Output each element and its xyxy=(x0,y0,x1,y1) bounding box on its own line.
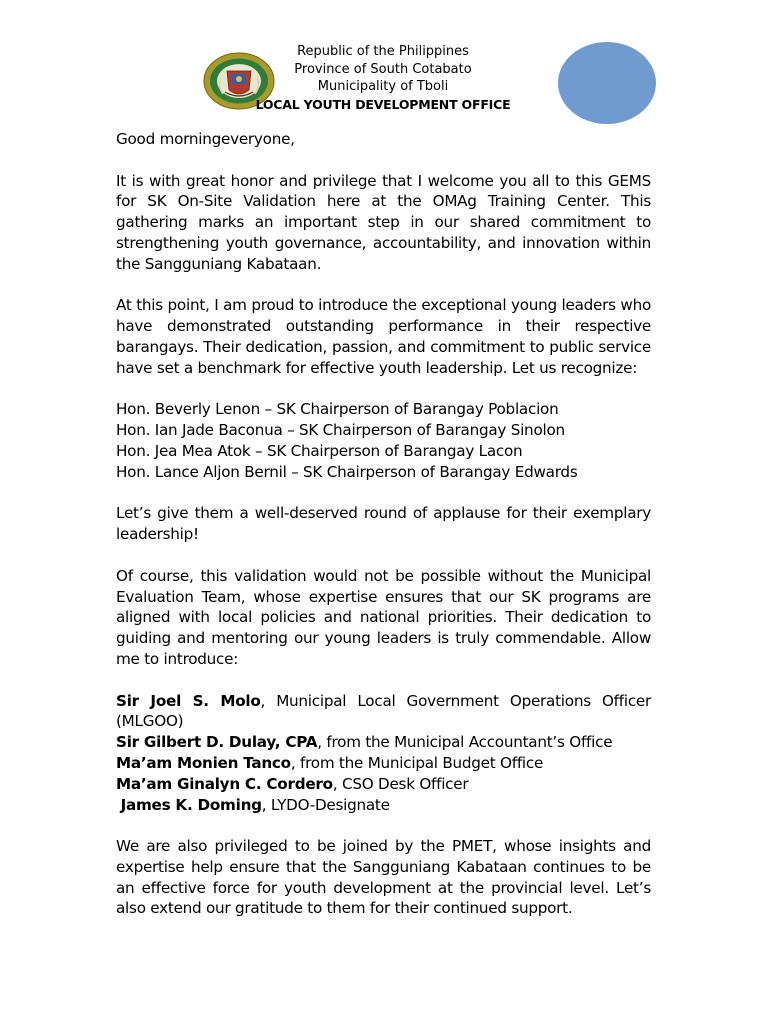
speech-body xyxy=(116,129,651,919)
header-province: Province of South Cotabato xyxy=(294,61,472,77)
team-member-name: Ma’am Ginalyn C. Cordero xyxy=(116,774,333,793)
team-member-role: , LYDO-Designate xyxy=(261,795,390,814)
team-member xyxy=(116,753,651,774)
team-member-role: , Municipal Local Government Operations Officer (MLGOO) xyxy=(116,691,652,731)
team-member-role: , from the Municipal Budget Office xyxy=(290,753,544,772)
leader-item: Hon. Ian Jade Baconua – SK Chairperson of Barangay Sinolon xyxy=(116,421,565,440)
team-member xyxy=(116,774,651,795)
paragraph-applause: Let’s give them a well-deserved round of applause for their exemplary leadership! xyxy=(116,504,651,544)
team-member-name: James K. Doming xyxy=(120,795,262,814)
team-member-role: , CSO Desk Officer xyxy=(332,774,469,793)
letterhead xyxy=(250,43,516,113)
leader-item: Hon. Lance Aljon Bernil – SK Chairperson of Barangay Edwards xyxy=(116,462,578,481)
team-member-name: Ma’am Monien Tanco xyxy=(116,753,291,772)
header-office: LOCAL YOUTH DEVELOPMENT OFFICE xyxy=(255,96,511,112)
team-member xyxy=(116,691,651,733)
team-member-name: Sir Joel S. Molo xyxy=(116,691,261,710)
paragraph-welcome: It is with great honor and privilege that I welcome you all to this GEMS for SK On-Site Validation here at the OMAg Training Center. This gathering marks an important step in our shared commitment to strengthening youth governance, accountability, and innovation within the Sangguniang Kabataan. xyxy=(116,171,651,273)
team-member-role: , from the Municipal Accountant’s Office xyxy=(317,733,613,752)
logo-placeholder-circle xyxy=(558,42,656,124)
team-member xyxy=(116,795,651,816)
team-member-name: Sir Gilbert D. Dulay, CPA xyxy=(116,733,318,752)
leader-item: Hon. Beverly Lenon – SK Chairperson of Barangay Poblacion xyxy=(116,400,559,419)
leader-item: Hon. Jea Mea Atok – SK Chairperson of Barangay Lacon xyxy=(116,441,523,460)
header-municipality: Municipality of Tboli xyxy=(317,79,449,94)
team-member xyxy=(116,732,651,753)
paragraph-evaluation-team: Of course, this validation would not be possible without the Municipal Evaluation Team, whose expertise ensures that our SK programs are aligned with local policies and national priorities. Their dedication to guiding and mentoring our young leaders is truly commendable. Allow me to introduce: xyxy=(116,566,651,668)
paragraph-introduce-leaders: At this point, I am proud to introduce the exceptional young leaders who have demonstrated outstanding performance in their respective barangays. Their dedication, passion, and commitment to public service have set a benchmark for effective youth leadership. Let us recognize: xyxy=(116,296,651,377)
greeting: Good morningeveryone, xyxy=(116,130,295,148)
paragraph-pmet: We are also privileged to be joined by the PMET, whose insights and expertise help ensure that the Sangguniang Kabataan continues to be an effective force for youth development at the provincial level. Let’s also extend our gratitude to them for their continued support. xyxy=(116,837,651,918)
header-republic: Republic of the Philippines xyxy=(297,44,469,59)
